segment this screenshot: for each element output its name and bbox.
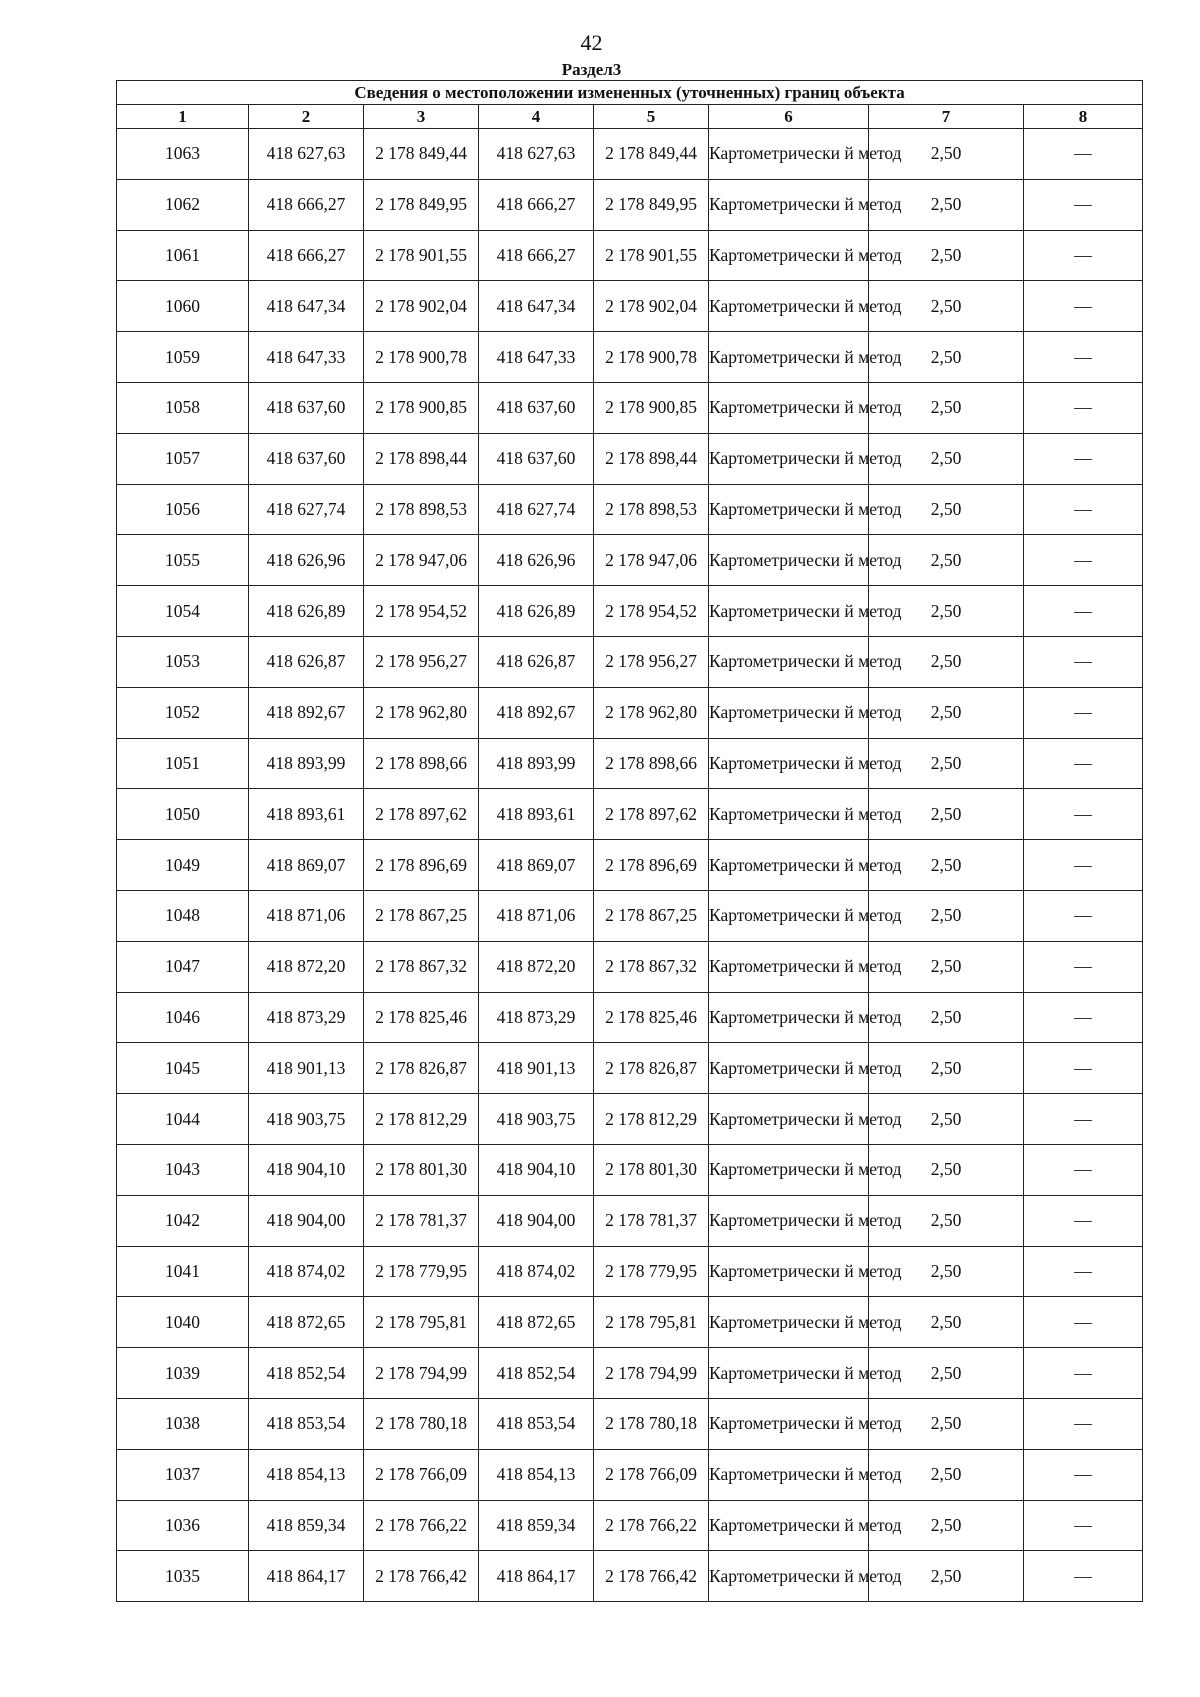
- y-new-cell: 2 178 849,44: [594, 129, 709, 180]
- x-new-cell: 418 903,75: [479, 1094, 594, 1145]
- note-cell: —: [1024, 636, 1143, 687]
- point-number-cell: 1038: [117, 1398, 249, 1449]
- table-row: [117, 1500, 1143, 1551]
- x-new-cell: 418 872,20: [479, 941, 594, 992]
- x-new-cell: 418 666,27: [479, 230, 594, 281]
- table-row: [117, 281, 1143, 332]
- y-old-cell: 2 178 812,29: [364, 1094, 479, 1145]
- x-new-cell: 418 666,27: [479, 179, 594, 230]
- table-title: Сведения о местоположении измененных (уточненных) границ объекта: [117, 81, 1143, 105]
- note-cell: —: [1024, 687, 1143, 738]
- table-row: [117, 738, 1143, 789]
- table-row: [117, 179, 1143, 230]
- point-number-cell: 1050: [117, 789, 249, 840]
- y-new-cell: 2 178 779,95: [594, 1246, 709, 1297]
- accuracy-cell: 2,50: [869, 1195, 1024, 1246]
- accuracy-cell: 2,50: [869, 840, 1024, 891]
- accuracy-cell: 2,50: [869, 1551, 1024, 1602]
- y-new-cell: 2 178 898,53: [594, 484, 709, 535]
- y-new-cell: 2 178 897,62: [594, 789, 709, 840]
- accuracy-cell: 2,50: [869, 1043, 1024, 1094]
- point-number-cell: 1037: [117, 1449, 249, 1500]
- y-old-cell: 2 178 826,87: [364, 1043, 479, 1094]
- point-number-cell: 1061: [117, 230, 249, 281]
- note-cell: —: [1024, 281, 1143, 332]
- x-new-cell: 418 853,54: [479, 1398, 594, 1449]
- method-cell: Картометрически й метод: [709, 1043, 869, 1094]
- method-cell: Картометрически й метод: [709, 1500, 869, 1551]
- point-number-cell: 1045: [117, 1043, 249, 1094]
- accuracy-cell: 2,50: [869, 281, 1024, 332]
- table-row: [117, 230, 1143, 281]
- accuracy-cell: 2,50: [869, 1398, 1024, 1449]
- table-row: [117, 332, 1143, 383]
- y-new-cell: 2 178 898,66: [594, 738, 709, 789]
- y-new-cell: 2 178 901,55: [594, 230, 709, 281]
- x-old-cell: 418 626,96: [249, 535, 364, 586]
- y-new-cell: 2 178 826,87: [594, 1043, 709, 1094]
- accuracy-cell: 2,50: [869, 484, 1024, 535]
- note-cell: —: [1024, 586, 1143, 637]
- table-row: [117, 1043, 1143, 1094]
- x-old-cell: 418 627,63: [249, 129, 364, 180]
- y-new-cell: 2 178 867,25: [594, 890, 709, 941]
- x-old-cell: 418 864,17: [249, 1551, 364, 1602]
- note-cell: —: [1024, 1297, 1143, 1348]
- x-old-cell: 418 901,13: [249, 1043, 364, 1094]
- point-number-cell: 1051: [117, 738, 249, 789]
- x-new-cell: 418 627,63: [479, 129, 594, 180]
- y-new-cell: 2 178 794,99: [594, 1348, 709, 1399]
- method-cell: Картометрически й метод: [709, 890, 869, 941]
- x-old-cell: 418 647,33: [249, 332, 364, 383]
- method-cell: Картометрически й метод: [709, 129, 869, 180]
- column-number-3: 3: [364, 105, 479, 129]
- accuracy-cell: 2,50: [869, 1449, 1024, 1500]
- x-new-cell: 418 637,60: [479, 382, 594, 433]
- y-new-cell: 2 178 825,46: [594, 992, 709, 1043]
- point-number-cell: 1046: [117, 992, 249, 1043]
- x-new-cell: 418 626,87: [479, 636, 594, 687]
- x-old-cell: 418 903,75: [249, 1094, 364, 1145]
- x-new-cell: 418 637,60: [479, 433, 594, 484]
- x-new-cell: 418 901,13: [479, 1043, 594, 1094]
- y-old-cell: 2 178 896,69: [364, 840, 479, 891]
- note-cell: —: [1024, 484, 1143, 535]
- method-cell: Картометрически й метод: [709, 586, 869, 637]
- x-new-cell: 418 871,06: [479, 890, 594, 941]
- x-new-cell: 418 893,61: [479, 789, 594, 840]
- y-new-cell: 2 178 867,32: [594, 941, 709, 992]
- method-cell: Картометрически й метод: [709, 1094, 869, 1145]
- method-cell: Картометрически й метод: [709, 992, 869, 1043]
- table-row: [117, 840, 1143, 891]
- point-number-cell: 1039: [117, 1348, 249, 1399]
- y-new-cell: 2 178 900,85: [594, 382, 709, 433]
- y-new-cell: 2 178 898,44: [594, 433, 709, 484]
- section-label: Раздел3: [561, 60, 622, 79]
- x-new-cell: 418 869,07: [479, 840, 594, 891]
- column-number-5: 5: [594, 105, 709, 129]
- table-row: [117, 1094, 1143, 1145]
- x-new-cell: 418 859,34: [479, 1500, 594, 1551]
- y-new-cell: 2 178 962,80: [594, 687, 709, 738]
- table-row: [117, 1246, 1143, 1297]
- x-old-cell: 418 869,07: [249, 840, 364, 891]
- x-new-cell: 418 647,33: [479, 332, 594, 383]
- point-number-cell: 1040: [117, 1297, 249, 1348]
- table-row: [117, 890, 1143, 941]
- method-cell: Картометрически й метод: [709, 281, 869, 332]
- x-new-cell: 418 892,67: [479, 687, 594, 738]
- note-cell: —: [1024, 332, 1143, 383]
- table-row: [117, 1195, 1143, 1246]
- method-cell: Картометрически й метод: [709, 1297, 869, 1348]
- method-cell: Картометрически й метод: [709, 1144, 869, 1195]
- note-cell: —: [1024, 840, 1143, 891]
- y-old-cell: 2 178 779,95: [364, 1246, 479, 1297]
- accuracy-cell: 2,50: [869, 1348, 1024, 1399]
- table-row: [117, 1551, 1143, 1602]
- note-cell: —: [1024, 992, 1143, 1043]
- y-old-cell: 2 178 898,44: [364, 433, 479, 484]
- y-new-cell: 2 178 781,37: [594, 1195, 709, 1246]
- method-cell: Картометрически й метод: [709, 1398, 869, 1449]
- y-old-cell: 2 178 795,81: [364, 1297, 479, 1348]
- accuracy-cell: 2,50: [869, 1144, 1024, 1195]
- table-row: [117, 992, 1143, 1043]
- y-old-cell: 2 178 897,62: [364, 789, 479, 840]
- y-new-cell: 2 178 812,29: [594, 1094, 709, 1145]
- y-old-cell: 2 178 794,99: [364, 1348, 479, 1399]
- x-new-cell: 418 647,34: [479, 281, 594, 332]
- y-new-cell: 2 178 902,04: [594, 281, 709, 332]
- x-old-cell: 418 637,60: [249, 382, 364, 433]
- point-number-cell: 1056: [117, 484, 249, 535]
- table-row: [117, 687, 1143, 738]
- page-number: 42: [580, 30, 603, 55]
- table-row: [117, 636, 1143, 687]
- y-new-cell: 2 178 849,95: [594, 179, 709, 230]
- x-new-cell: 418 852,54: [479, 1348, 594, 1399]
- table-row: [117, 1144, 1143, 1195]
- accuracy-cell: 2,50: [869, 1094, 1024, 1145]
- y-old-cell: 2 178 902,04: [364, 281, 479, 332]
- x-old-cell: 418 859,34: [249, 1500, 364, 1551]
- x-old-cell: 418 666,27: [249, 179, 364, 230]
- method-cell: Картометрически й метод: [709, 1195, 869, 1246]
- note-cell: —: [1024, 129, 1143, 180]
- method-cell: Картометрически й метод: [709, 1348, 869, 1399]
- method-cell: Картометрически й метод: [709, 636, 869, 687]
- x-old-cell: 418 626,89: [249, 586, 364, 637]
- y-new-cell: 2 178 766,09: [594, 1449, 709, 1500]
- point-number-cell: 1058: [117, 382, 249, 433]
- y-old-cell: 2 178 766,42: [364, 1551, 479, 1602]
- point-number-cell: 1063: [117, 129, 249, 180]
- column-number-6: 6: [709, 105, 869, 129]
- point-number-cell: 1055: [117, 535, 249, 586]
- accuracy-cell: 2,50: [869, 433, 1024, 484]
- y-old-cell: 2 178 898,53: [364, 484, 479, 535]
- method-cell: Картометрически й метод: [709, 738, 869, 789]
- point-number-cell: 1057: [117, 433, 249, 484]
- accuracy-cell: 2,50: [869, 586, 1024, 637]
- note-cell: —: [1024, 1551, 1143, 1602]
- method-cell: Картометрически й метод: [709, 687, 869, 738]
- x-old-cell: 418 873,29: [249, 992, 364, 1043]
- x-old-cell: 418 854,13: [249, 1449, 364, 1500]
- accuracy-cell: 2,50: [869, 230, 1024, 281]
- x-old-cell: 418 872,20: [249, 941, 364, 992]
- method-cell: Картометрически й метод: [709, 535, 869, 586]
- table-row: [117, 1398, 1143, 1449]
- note-cell: —: [1024, 230, 1143, 281]
- column-number-7: 7: [869, 105, 1024, 129]
- accuracy-cell: 2,50: [869, 636, 1024, 687]
- method-cell: Картометрически й метод: [709, 179, 869, 230]
- accuracy-cell: 2,50: [869, 129, 1024, 180]
- x-new-cell: 418 864,17: [479, 1551, 594, 1602]
- x-old-cell: 418 892,67: [249, 687, 364, 738]
- table-row: [117, 586, 1143, 637]
- y-old-cell: 2 178 825,46: [364, 992, 479, 1043]
- note-cell: —: [1024, 1094, 1143, 1145]
- accuracy-cell: 2,50: [869, 789, 1024, 840]
- column-number-row: [117, 105, 1143, 129]
- y-new-cell: 2 178 766,22: [594, 1500, 709, 1551]
- x-new-cell: 418 627,74: [479, 484, 594, 535]
- accuracy-cell: 2,50: [869, 941, 1024, 992]
- accuracy-cell: 2,50: [869, 535, 1024, 586]
- point-number-cell: 1054: [117, 586, 249, 637]
- x-old-cell: 418 872,65: [249, 1297, 364, 1348]
- note-cell: —: [1024, 941, 1143, 992]
- point-number-cell: 1048: [117, 890, 249, 941]
- note-cell: —: [1024, 1449, 1143, 1500]
- point-number-cell: 1049: [117, 840, 249, 891]
- accuracy-cell: 2,50: [869, 382, 1024, 433]
- method-cell: Картометрически й метод: [709, 1246, 869, 1297]
- note-cell: —: [1024, 1246, 1143, 1297]
- x-new-cell: 418 904,10: [479, 1144, 594, 1195]
- x-old-cell: 418 893,61: [249, 789, 364, 840]
- column-number-1: 1: [117, 105, 249, 129]
- method-cell: Картометрически й метод: [709, 230, 869, 281]
- table-body: [117, 129, 1143, 1602]
- y-new-cell: 2 178 954,52: [594, 586, 709, 637]
- y-new-cell: 2 178 896,69: [594, 840, 709, 891]
- point-number-cell: 1062: [117, 179, 249, 230]
- x-old-cell: 418 871,06: [249, 890, 364, 941]
- y-new-cell: 2 178 947,06: [594, 535, 709, 586]
- accuracy-cell: 2,50: [869, 1297, 1024, 1348]
- method-cell: Картометрически й метод: [709, 941, 869, 992]
- column-number-4: 4: [479, 105, 594, 129]
- x-old-cell: 418 874,02: [249, 1246, 364, 1297]
- x-old-cell: 418 893,99: [249, 738, 364, 789]
- x-old-cell: 418 627,74: [249, 484, 364, 535]
- x-old-cell: 418 904,10: [249, 1144, 364, 1195]
- accuracy-cell: 2,50: [869, 687, 1024, 738]
- point-number-cell: 1035: [117, 1551, 249, 1602]
- point-number-cell: 1052: [117, 687, 249, 738]
- point-number-cell: 1059: [117, 332, 249, 383]
- accuracy-cell: 2,50: [869, 738, 1024, 789]
- x-new-cell: 418 904,00: [479, 1195, 594, 1246]
- boundary-coordinates-table: [116, 80, 1143, 1602]
- x-new-cell: 418 872,65: [479, 1297, 594, 1348]
- note-cell: —: [1024, 1500, 1143, 1551]
- table-row: [117, 941, 1143, 992]
- y-new-cell: 2 178 801,30: [594, 1144, 709, 1195]
- note-cell: —: [1024, 382, 1143, 433]
- x-old-cell: 418 626,87: [249, 636, 364, 687]
- method-cell: Картометрически й метод: [709, 789, 869, 840]
- point-number-cell: 1044: [117, 1094, 249, 1145]
- y-old-cell: 2 178 849,95: [364, 179, 479, 230]
- column-number-2: 2: [249, 105, 364, 129]
- y-old-cell: 2 178 766,22: [364, 1500, 479, 1551]
- y-new-cell: 2 178 900,78: [594, 332, 709, 383]
- y-new-cell: 2 178 795,81: [594, 1297, 709, 1348]
- y-old-cell: 2 178 901,55: [364, 230, 479, 281]
- note-cell: —: [1024, 1043, 1143, 1094]
- point-number-cell: 1041: [117, 1246, 249, 1297]
- table-row: [117, 1449, 1143, 1500]
- point-number-cell: 1053: [117, 636, 249, 687]
- point-number-cell: 1060: [117, 281, 249, 332]
- note-cell: —: [1024, 1144, 1143, 1195]
- x-new-cell: 418 626,89: [479, 586, 594, 637]
- table-row: [117, 535, 1143, 586]
- x-old-cell: 418 904,00: [249, 1195, 364, 1246]
- x-new-cell: 418 874,02: [479, 1246, 594, 1297]
- y-old-cell: 2 178 801,30: [364, 1144, 479, 1195]
- y-old-cell: 2 178 780,18: [364, 1398, 479, 1449]
- x-new-cell: 418 626,96: [479, 535, 594, 586]
- y-old-cell: 2 178 766,09: [364, 1449, 479, 1500]
- accuracy-cell: 2,50: [869, 992, 1024, 1043]
- y-old-cell: 2 178 956,27: [364, 636, 479, 687]
- table-row: [117, 129, 1143, 180]
- y-old-cell: 2 178 954,52: [364, 586, 479, 637]
- table-row: [117, 382, 1143, 433]
- y-old-cell: 2 178 898,66: [364, 738, 479, 789]
- point-number-cell: 1042: [117, 1195, 249, 1246]
- point-number-cell: 1043: [117, 1144, 249, 1195]
- x-old-cell: 418 647,34: [249, 281, 364, 332]
- table-row: [117, 1297, 1143, 1348]
- y-old-cell: 2 178 867,32: [364, 941, 479, 992]
- table-row: [117, 1348, 1143, 1399]
- y-old-cell: 2 178 962,80: [364, 687, 479, 738]
- x-new-cell: 418 893,99: [479, 738, 594, 789]
- method-cell: Картометрически й метод: [709, 382, 869, 433]
- accuracy-cell: 2,50: [869, 179, 1024, 230]
- y-new-cell: 2 178 780,18: [594, 1398, 709, 1449]
- method-cell: Картометрически й метод: [709, 840, 869, 891]
- note-cell: —: [1024, 789, 1143, 840]
- y-old-cell: 2 178 867,25: [364, 890, 479, 941]
- method-cell: Картометрически й метод: [709, 433, 869, 484]
- table-row: [117, 433, 1143, 484]
- point-number-cell: 1047: [117, 941, 249, 992]
- note-cell: —: [1024, 1348, 1143, 1399]
- y-new-cell: 2 178 766,42: [594, 1551, 709, 1602]
- note-cell: —: [1024, 1195, 1143, 1246]
- x-new-cell: 418 854,13: [479, 1449, 594, 1500]
- column-number-8: 8: [1024, 105, 1143, 129]
- point-number-cell: 1036: [117, 1500, 249, 1551]
- y-old-cell: 2 178 900,78: [364, 332, 479, 383]
- note-cell: —: [1024, 535, 1143, 586]
- method-cell: Картометрически й метод: [709, 484, 869, 535]
- accuracy-cell: 2,50: [869, 1246, 1024, 1297]
- y-new-cell: 2 178 956,27: [594, 636, 709, 687]
- note-cell: —: [1024, 738, 1143, 789]
- note-cell: —: [1024, 179, 1143, 230]
- table-row: [117, 789, 1143, 840]
- y-old-cell: 2 178 947,06: [364, 535, 479, 586]
- x-old-cell: 418 852,54: [249, 1348, 364, 1399]
- table-row: [117, 484, 1143, 535]
- note-cell: —: [1024, 1398, 1143, 1449]
- note-cell: —: [1024, 890, 1143, 941]
- accuracy-cell: 2,50: [869, 890, 1024, 941]
- x-old-cell: 418 853,54: [249, 1398, 364, 1449]
- accuracy-cell: 2,50: [869, 332, 1024, 383]
- accuracy-cell: 2,50: [869, 1500, 1024, 1551]
- method-cell: Картометрически й метод: [709, 1551, 869, 1602]
- x-new-cell: 418 873,29: [479, 992, 594, 1043]
- y-old-cell: 2 178 781,37: [364, 1195, 479, 1246]
- note-cell: —: [1024, 433, 1143, 484]
- x-old-cell: 418 666,27: [249, 230, 364, 281]
- x-old-cell: 418 637,60: [249, 433, 364, 484]
- y-old-cell: 2 178 849,44: [364, 129, 479, 180]
- y-old-cell: 2 178 900,85: [364, 382, 479, 433]
- method-cell: Картометрически й метод: [709, 332, 869, 383]
- method-cell: Картометрически й метод: [709, 1449, 869, 1500]
